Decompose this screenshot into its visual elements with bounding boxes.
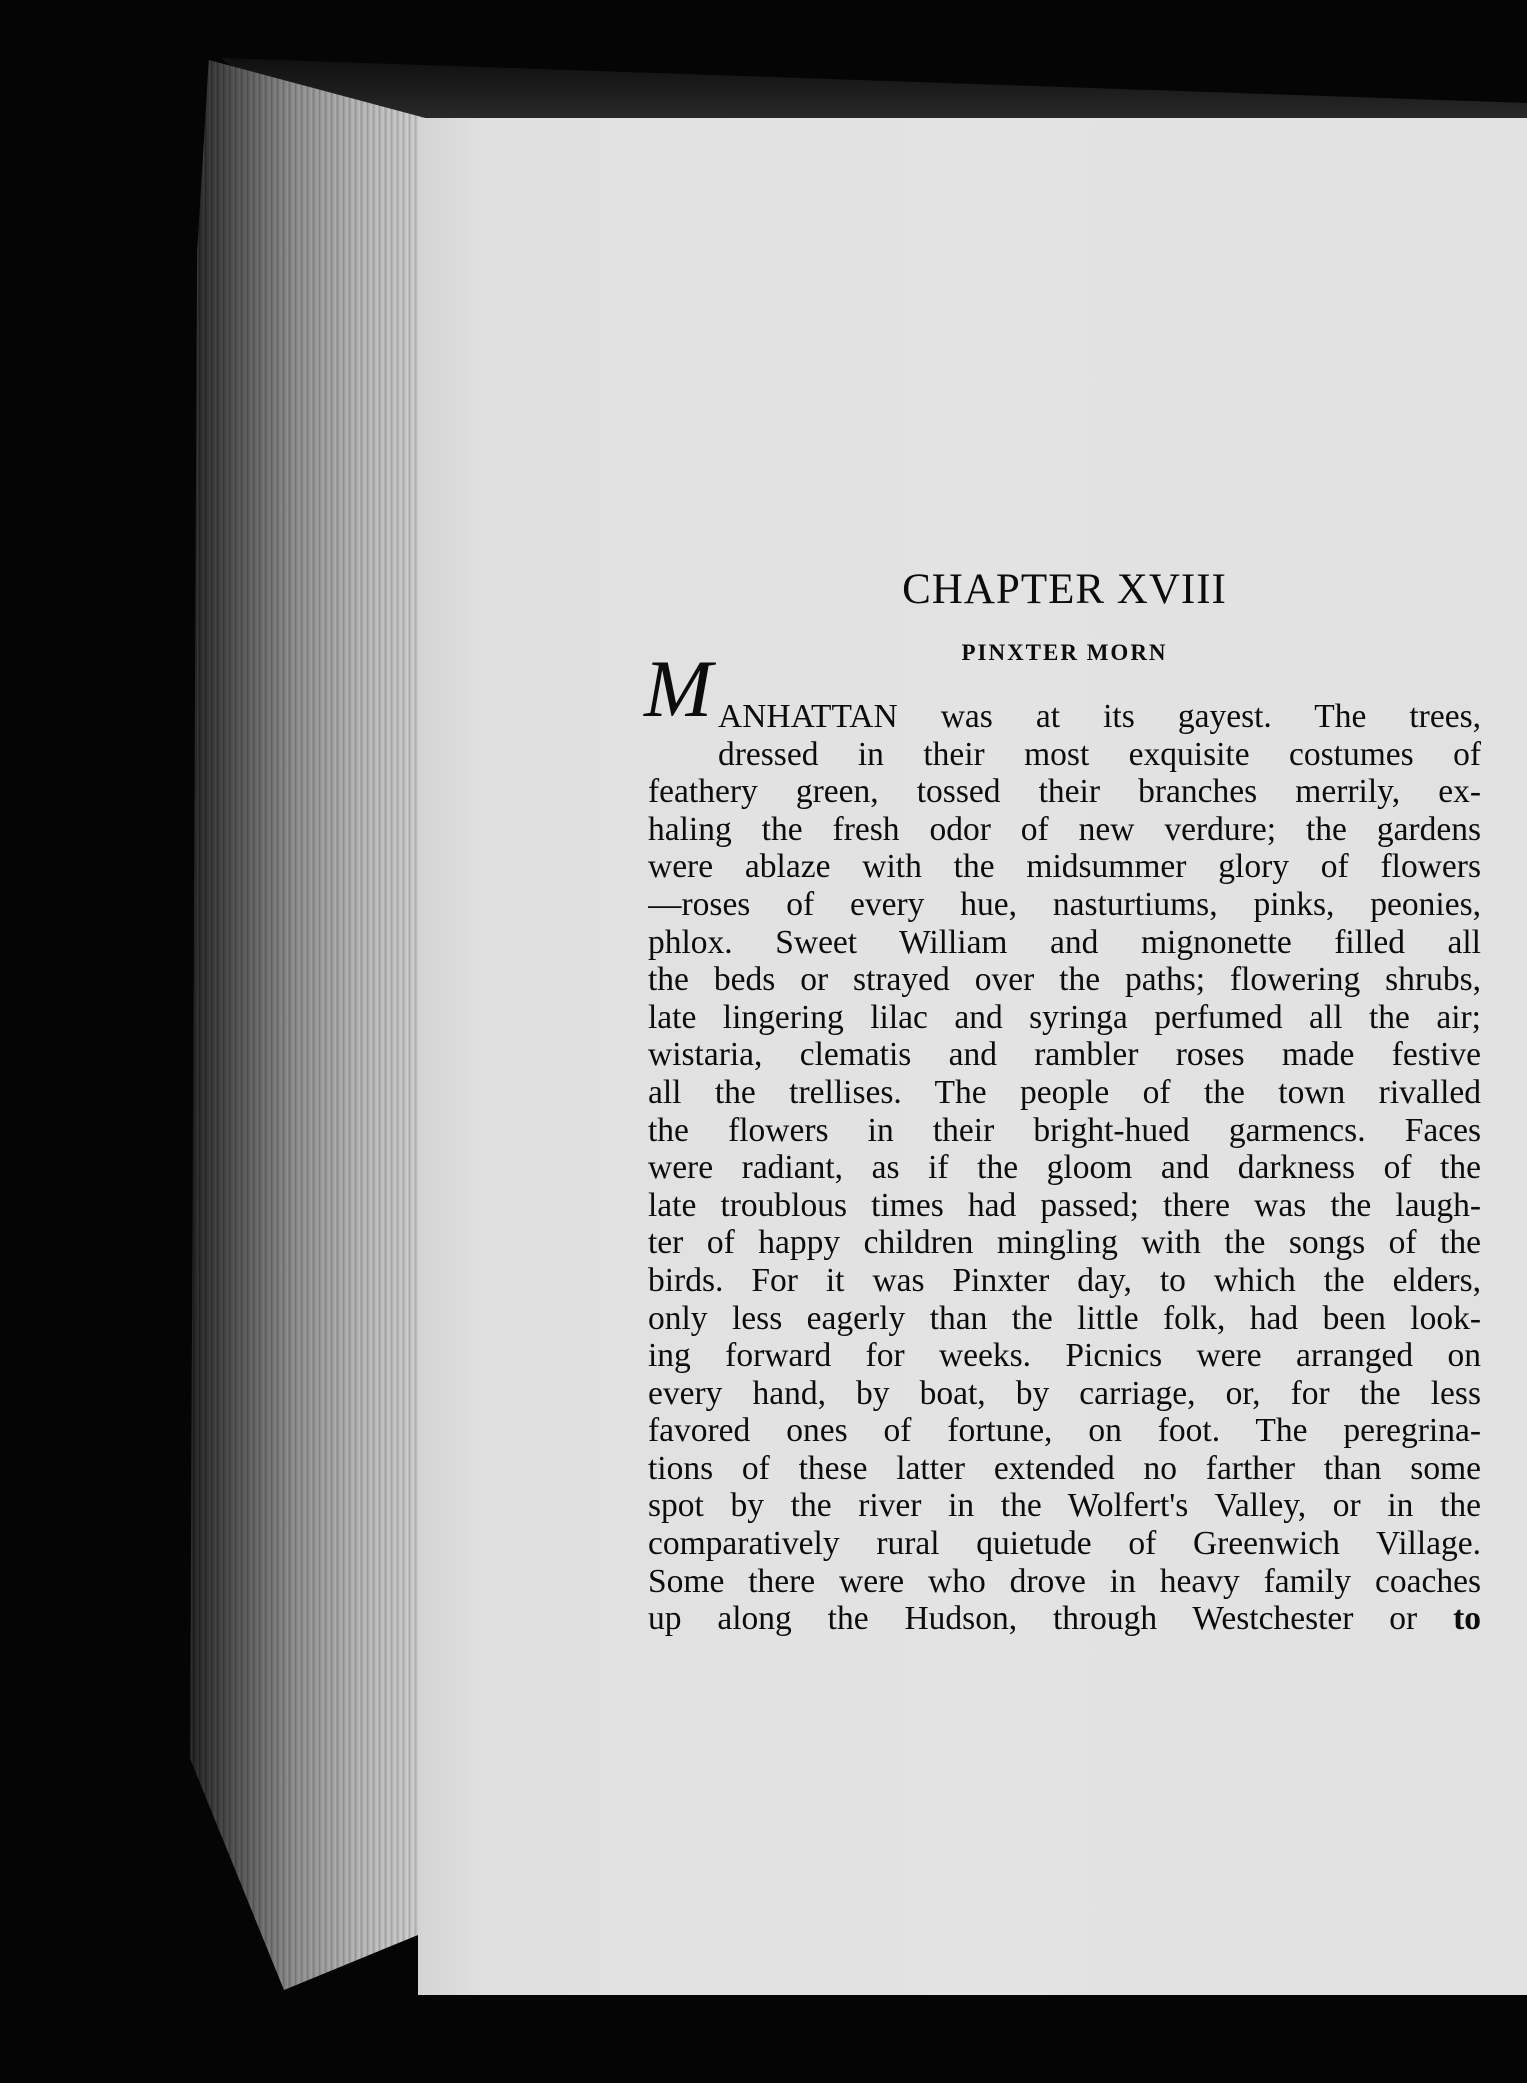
text-line: were radiant, as if the gloom and darkness of the — [648, 1149, 1481, 1187]
text-line: spot by the river in the Wolfert's Valley, or in the — [648, 1487, 1481, 1525]
text-line: phlox. Sweet William and mignonette filled all — [648, 923, 1481, 961]
text-line: every hand, by boat, by carriage, or, for the less — [648, 1374, 1481, 1412]
chapter-subtitle: PINXTER MORN — [961, 640, 1168, 665]
text-line: late troublous times had passed; there was the laugh- — [648, 1186, 1481, 1224]
text-line-content: up along the Hudson, through Westchester or — [648, 1600, 1418, 1638]
text-line: favored ones of fortune, on foot. The peregrina- — [648, 1412, 1481, 1450]
text-line: ANHATTAN was at its gayest. The trees, — [718, 698, 1481, 735]
text-line: were ablaze with the midsummer glory of flowers — [648, 848, 1481, 886]
text-line: only less eagerly than the little folk, had been look- — [648, 1299, 1481, 1337]
text-line-last — [648, 1600, 1481, 1638]
text-line: birds. For it was Pinxter day, to which the elders, — [648, 1261, 1481, 1299]
body-paragraph — [648, 698, 1481, 1638]
drop-cap: M — [644, 643, 713, 734]
text-line: feathery green, tossed their branches merrily, ex- — [648, 773, 1481, 811]
text-block — [644, 566, 1481, 1638]
text-line: comparatively rural quietude of Greenwich Village. — [648, 1525, 1481, 1563]
text-line: ter of happy children mingling with the songs of the — [648, 1224, 1481, 1262]
text-line: wistaria, clematis and rambler roses made festive — [648, 1036, 1481, 1074]
text-line: late lingering lilac and syringa perfumed all the air; — [648, 998, 1481, 1036]
printed-page — [418, 118, 1527, 1995]
text-line: dressed in their most exquisite costumes of — [718, 735, 1481, 773]
text-line: the beds or strayed over the paths; flowering shrubs, — [648, 961, 1481, 999]
text-line: —roses of every hue, nasturtiums, pinks, peonies, — [648, 885, 1481, 923]
text-line: haling the fresh odor of new verdure; the gardens — [648, 810, 1481, 848]
text-line: tions of these latter extended no farther than some — [648, 1449, 1481, 1487]
text-line: Some there were who drove in heavy family coaches — [648, 1562, 1481, 1600]
text-line: the flowers in their bright-hued garmencs. Faces — [648, 1111, 1481, 1149]
last-word: to — [1453, 1600, 1481, 1638]
chapter-title: CHAPTER XVIII — [902, 566, 1227, 613]
book-page-edges — [190, 60, 425, 1990]
text-line: all the trellises. The people of the town rivalled — [648, 1073, 1481, 1111]
text-line: ing forward for weeks. Picnics were arranged on — [648, 1337, 1481, 1375]
